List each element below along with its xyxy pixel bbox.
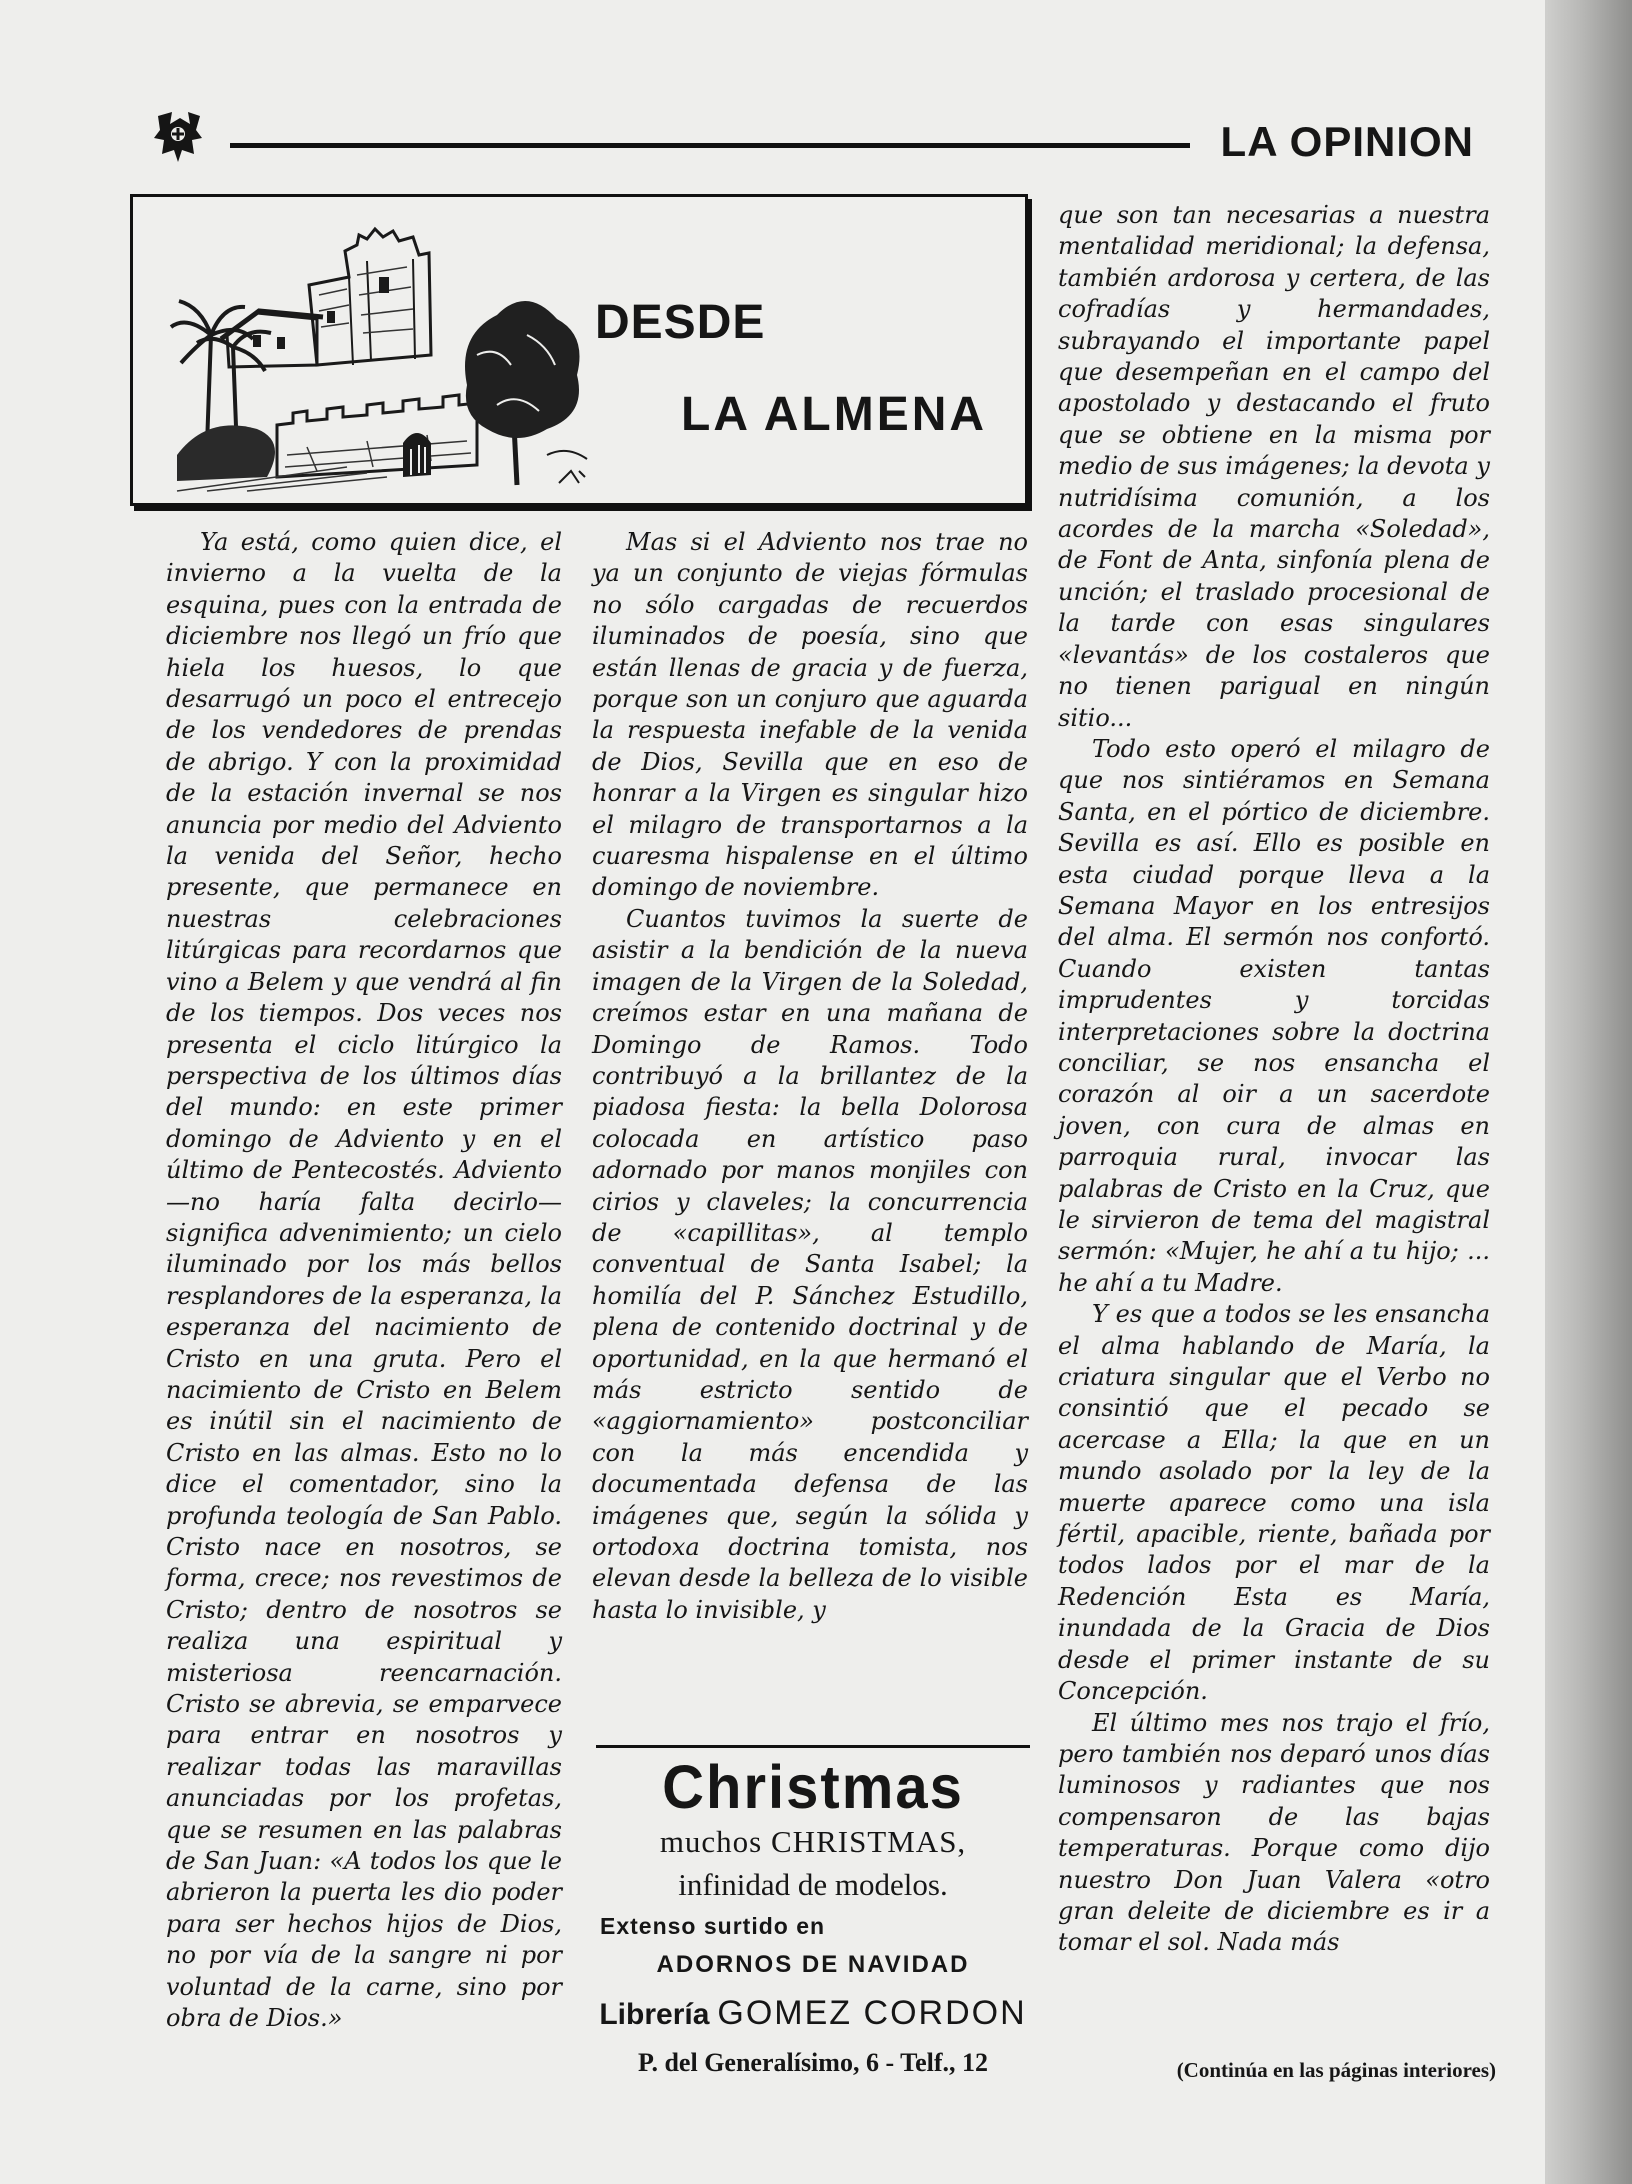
ad-line: ADORNOS DE NAVIDAD [656,1951,970,1978]
article-title-line2: LA ALMENA [681,388,988,441]
paragraph: Cuantos tuvimos la suerte de asistir a la bendición de la nueva imagen de la Virgen de la Soledad, creímos estar en una mañana de Domingo de Ramos. Todo contribuyó a la brillantez de la piadosa fiesta: la bella Dolorosa colocada en artístico paso adornado por manos monjiles con cirios y claveles; la concurrencia de «capillitas», al templo conventual de Santa Isabel; la homilía del P. Sánchez Estudillo, plena de contenido doctrinal y de oportunidad, en la que hermanó el más estricto sentido de «aggiornamiento» postconciliar con la más encendida y documentada defensa de las imágenes que, según la sólida y ortodoxa doctrina tomista, nos elevan desde la belleza de lo visible hasta lo invisible, y [592,904,1028,1624]
castle-tower-illustration [167,215,689,493]
ad-line: Extenso surtido en [600,1913,826,1939]
article-column-1 [166,527,562,2035]
paragraph: Mas si el Adviento nos trae no ya un conjunto de viejas fórmulas no sólo cargadas de recuerdos iluminados de poesía, sino que están llenas de gracia y de fuerza, porque son un conjuro que aguarda la respuesta inefable de la venida de Dios, Sevilla que en eso de honrar a la Virgen es singular hizo el milagro de transportarnos a la cuaresma hispalense en el último domingo de noviembre. [592,528,1028,902]
ad-title: Christmas [662,1753,964,1822]
paragraph: El último mes nos trajo el frío, pero también nos deparó unos días luminosos y radiantes que nos compensaron de las bajas temperaturas. Porque como dijo nuestro Don Juan Valera «otro gran deleite de diciembre es ir a tomar el sol. Nada más [1058,1708,1490,1957]
ad-shop-label: GOMEZ CORDON [717,1994,1027,2032]
artist-signature [559,471,585,483]
continuation-note: (Continúa en las páginas interiores) [1176,2058,1496,2082]
ad-line: infinidad de modelos. [678,1867,948,1902]
article-column-3 [1058,200,1490,1959]
paragraph: Y es que a todos se les ensancha el alma hablando de María, la criatura singular que el Verbo no consintió que el pecado se acercase a Ella; la que en un mundo asolado por la ley de la muerte aparece como una isla fértil, apacible, riente, bañada por todos lados por el mar de la Redención Esta es María, inundada de la Gracia de Dios desde el primer instante de su Concepción. [1058,1300,1490,1706]
ad-shop-prefix: Librería [599,1998,710,2031]
article-column-2 [592,527,1028,1626]
ad-top-rule [596,1745,1030,1748]
article-title-line1: DESDE [595,296,766,349]
section-header-box [130,194,1028,506]
ad-line: muchos CHRISTMAS, [659,1824,967,1859]
ad-shop-name [596,1985,1030,2043]
paragraph: que son tan necesarias a nuestra mentalidad meridional; la defensa, también ardorosa y certera, de las cofradías y hermandades, subrayando el importante papel que desempeñan en el campo del apostolado y destacando el fruto que se obtiene en la misma por medio de sus imágenes; la devota y nutridísima comunión, a los acordes de la marcha «Soledad», de Font de Anta, sinfonía plena de unción; el traslado procesional de la tarde con esas singulares «levantás» de los costaleros que no tienen parigual en ningún sitio... [1058,201,1490,732]
christmas-advertisement [596,1755,1030,2083]
ad-address: P. del Generalísimo, 6 - Telf., 12 [637,2048,989,2077]
book-spine-shadow [1540,0,1632,2184]
masthead-rule [230,143,1190,148]
paragraph: Ya está, como quien dice, el invierno a la vuelta de la esquina, pues con la entrada de diciembre nos llegó un frío que hiela los huesos, lo que desarrugó un poco el entrecejo de los vendedores de prendas de abrigo. Y con la proximidad de la estación invernal se nos anuncia por medio del Adviento la venida del Señor, hecho presente, que permanece en nuestras celebraciones litúrgicas para recordarnos que vino a Belem y que vendrá al fin de los tiempos. Dos veces nos presenta el ciclo litúrgico la perspectiva de los últimos días del mundo: en este primer domingo de Adviento y en el último de Pentecostés. Adviento—no haría falta decirlo—significa advenimiento; un cielo iluminado por los más bellos resplandores de la esperanza, la esperanza del nacimiento de Cristo en una gruta. Pero el nacimiento de Cristo en Belem es inútil sin el nacimiento de Cristo en las almas. Esto no lo dice el comentador, sino la profunda teología de San Pablo. Cristo nace en nosotros, se forma, crece; nos revestimos de Cristo; dentro de nosotros se realiza una espiritual y misteriosa reencarnación. Cristo se abrevia, se emparvece para entrar en nosotros y realizar todas las maravillas anunciadas por los profetas, que se resumen en las palabras de San Juan: «A todos los que le abrieron la puerta les dio poder para ser hechos hijos de Dios, no por vía de la sangre ni por voluntad de la carne, sino por obra de Dios.» [166,528,562,2033]
masthead-emblem-icon [150,110,206,164]
publication-name: LA OPINION [1220,118,1474,165]
paragraph: Todo esto operó el milagro de que nos sintiéramos en Semana Santa, en el pórtico de diciembre. Sevilla es así. Ello es posible en esta ciudad porque lleva a la Semana Mayor en los entresijos del alma. El sermón nos confortó. Cuando existen tantas imprudentes y torcidas interpretaciones sobre la doctrina conciliar, se nos ensancha el corazón al oir a un sacerdote joven, con cura de almas en parroquia rural, invocar las palabras de Cristo en la Cruz, que le sirvieron de tema del magistral sermón: «Mujer, he ahí a tu hijo; ... he ahí a tu Madre. [1058,734,1490,1297]
